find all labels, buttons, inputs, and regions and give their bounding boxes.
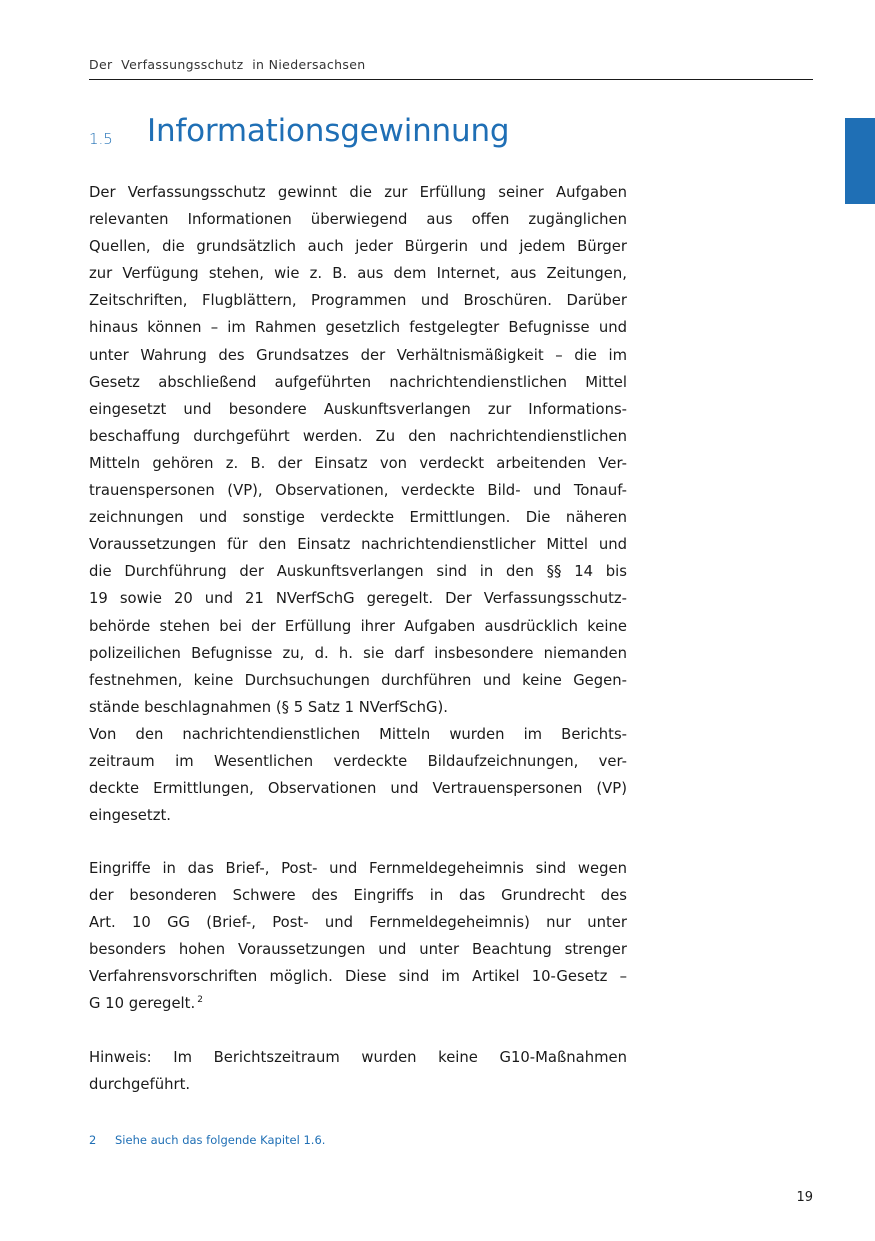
paragraph-2 [89,855,627,1018]
text-line: Hinweis: Im Berichtszeitraum wurden keine G10-Maßnahmen [89,1049,627,1066]
paragraph-1 [89,179,627,829]
text-line: Verfahrensvorschriften möglich. Diese sind im Artikel 10-Gesetz – [89,968,627,986]
text-line: polizeilichen Befugnisse zu, d. h. sie darf insbesondere niemanden [89,644,627,662]
text-line: eingesetzt. [89,807,171,825]
text-line: Eingriffe in das Brief-, Post- und Fernmeldegeheimnis sind wegen [89,860,627,877]
text-line: behörde stehen bei der Erfüllung ihrer Aufgaben ausdrücklich keine [89,617,627,635]
page-number: 19 [796,1190,813,1205]
text-line: zeitraum im Wesentlichen verdeckte Bildaufzeichnungen, ver- [89,752,627,770]
text-line: deckte Ermittlungen, Observationen und Vertrauenspersonen (VP) [89,780,627,798]
text-line: durchgeführt. [89,1076,191,1094]
text-line: eingesetzt und besondere Auskunftsverlangen zur Informations- [89,400,627,418]
text-line: G 10 geregelt. [89,995,196,1013]
section-title: Informationsgewinnung [147,113,510,149]
paragraph-3 [89,1044,627,1098]
text-line: zur Verfügung stehen, wie z. B. aus dem Internet, aus Zeitungen, [89,265,627,283]
footnote-number: 2 [89,1133,97,1147]
text-line: zeichnungen und sonstige verdeckte Ermittlungen. Die näheren [89,509,627,527]
text-line: Der Verfassungsschutz gewinnt die zur Erfüllung seiner Aufgaben [89,184,627,201]
text-line: Zeitschriften, Flugblättern, Programmen und Broschüren. Darüber [89,292,627,310]
text-line: Von den nachrichtendienstlichen Mitteln wurden im Berichts- [89,725,627,743]
text-line-with-footnote [89,990,627,1017]
text-line: Art. 10 GG (Brief-, Post- und Fernmeldegeheimnis) nur unter [89,914,627,932]
text-line: relevanten Informationen überwiegend aus offen zugänglichen [89,211,627,229]
text-line: besonders hohen Voraussetzungen und unter Beachtung strenger [89,941,627,959]
text-line: 19 sowie 20 und 21 NVerfSchG geregelt. Der Verfassungsschutz- [89,590,627,608]
footnote-reference[interactable]: 2 [197,995,203,1006]
text-line: trauenspersonen (VP), Observationen, verdeckte Bild- und Tonauf- [89,482,627,500]
header-rule [89,79,813,80]
section-number: 1.5 [89,130,113,148]
footnote-text: Siehe auch das folgende Kapitel 1.6. [115,1133,326,1147]
text-line: festnehmen, keine Durchsuchungen durchführen und keine Gegen- [89,671,627,689]
text-line: stände beschlagnahmen (§ 5 Satz 1 NVerfSchG). [89,698,448,716]
text-line: Quellen, die grundsätzlich auch jeder Bürgerin und jedem Bürger [89,238,627,256]
text-line: hinaus können – im Rahmen gesetzlich festgelegter Befugnisse und [89,319,627,337]
text-line: Gesetz abschließend aufgeführten nachrichtendienstlichen Mittel [89,373,627,391]
running-header-title: Der Verfassungsschutz in Niedersachsen [89,57,366,72]
text-line: der besonderen Schwere des Eingriffs in das Grundrecht des [89,887,627,905]
text-line: unter Wahrung des Grundsatzes der Verhältnismäßigkeit – die im [89,346,627,364]
text-line: beschaffung durchgeführt werden. Zu den nachrichtendienstlichen [89,427,627,445]
text-line: Mitteln gehören z. B. der Einsatz von verdeckt arbeitenden Ver- [89,454,627,472]
footnote [89,1133,325,1147]
text-line: die Durchführung der Auskunftsverlangen sind in den §§ 14 bis [89,563,627,581]
text-line: Voraussetzungen für den Einsatz nachrichtendienstlicher Mittel und [89,536,627,554]
chapter-tab-marker [845,118,875,204]
